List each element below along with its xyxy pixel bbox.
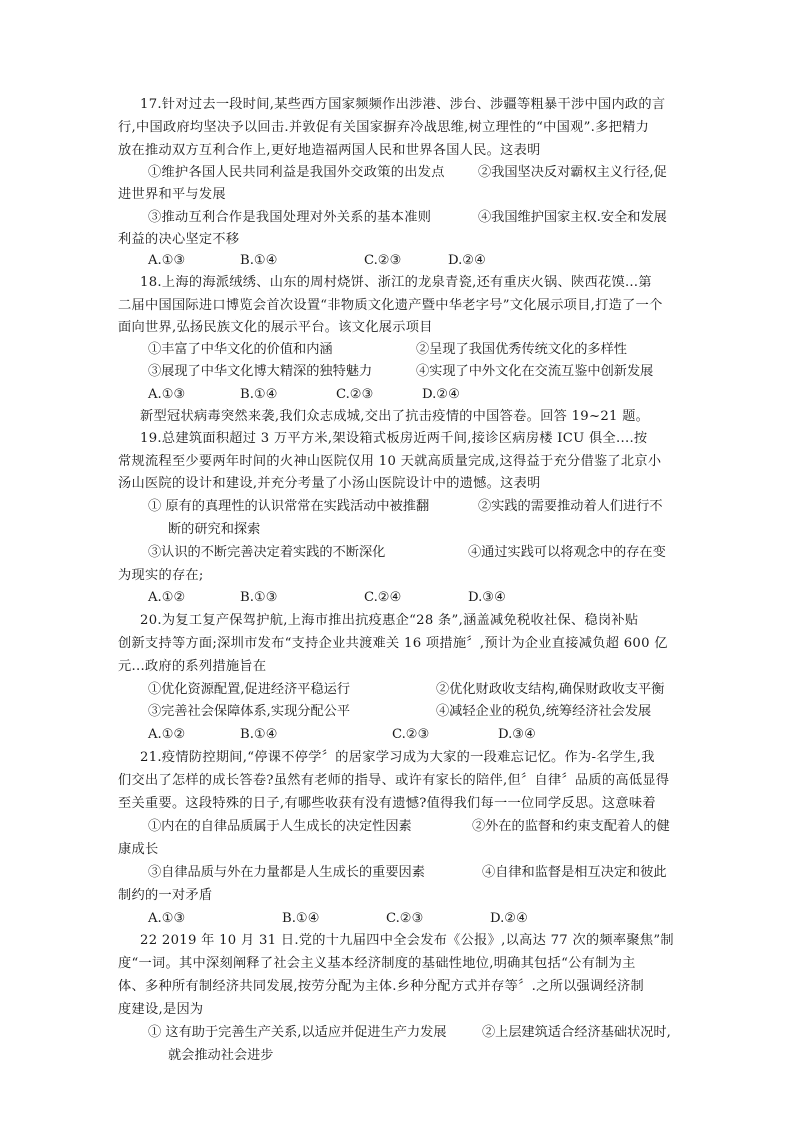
q18-option-1: ①丰富了中华文化的价值和内涵 (148, 342, 333, 357)
q21-choice-c: C.②③ (386, 911, 424, 926)
q22-stem-line: 22 2019 年 10 月 31 日.党的十九届四中全会发布《公报》,以高达 77 次的频率聚焦”制 (140, 933, 674, 948)
q22-stem-line: 度“一词。其中深刻阐释了社会主义基本经济制度的基础性地位,明确其包括“公有制为主 (118, 956, 636, 971)
q19-option-1: ① 原有的真理性的认识常常在实践活动中被推翻 (148, 499, 430, 514)
q19-choice-d: D.③④ (468, 590, 506, 605)
q21-stem-line: 21.疫情防控期间,“停课不停学〞的居家学习成为大家的一段难忘记忆。作为-名学生,我 (140, 750, 655, 765)
q18-option-2: ②呈现了我国优秀传统文化的多样性 (416, 342, 627, 357)
q20-option-1: ①优化资源配置,促进经济平稳运行 (148, 682, 351, 697)
q17-stem-line: 17.针对过去一段时间,某些西方国家频频作出涉港、涉台、涉疆等粗暴干涉中国内政的言 (140, 97, 666, 112)
q18-choice-a: A.①③ (148, 387, 186, 402)
q19-option-2-cont: 断的研究和探索 (168, 522, 261, 537)
q19-choice-a: A.①② (148, 590, 186, 605)
q21-option-4: ④自律和监督是相互决定和彼此 (482, 865, 667, 880)
q17-choice-a: A.①③ (148, 253, 186, 268)
q17-option-3: ③推动互利合作是我国处理对外关系的基本准则 (148, 210, 432, 225)
q21-choice-b: B.①④ (282, 911, 320, 926)
q17-option-1: ①维护各国人民共同利益是我国外交政策的出发点 (148, 165, 445, 180)
q18-option-3: ③展现了中华文化博大精深的独特魅力 (148, 364, 373, 379)
q19-option-4-cont: 为现实的存在; (118, 568, 204, 583)
q18-stem-line: 面向世界,弘扬民族文化的展示平台。该文化展示项目 (118, 320, 433, 335)
q19-stem-line: 汤山医院的设计和建设,并充分考量了小汤山医院设计中的遗憾。这表明 (118, 476, 541, 491)
q20-stem-line: 创新支持等方面;深圳市发布“支持企业共渡难关 16 项措施〞,预计为企业直接减负超 600 亿 (118, 636, 668, 651)
q22-stem-line: 度建设,是因为 (118, 1002, 204, 1017)
q20-choice-b: B.①④ (240, 727, 278, 742)
q22-option-2-cont: 就会推动社会进步 (168, 1048, 274, 1063)
q17-stem-line: 行,中国政府均坚决予以回击.并敦促有关国家摒弃冷战思维,树立理性的“中国观”.多把精力 (118, 120, 650, 135)
q20-choice-c: C.②③ (392, 727, 430, 742)
q19-choice-c: C.②④ (364, 590, 402, 605)
q17-option-2: ②我国坚决反对霸权主义行径,促 (478, 165, 667, 180)
q19-choice-b: B.①③ (240, 590, 278, 605)
q21-option-1: ①内在的自律品质属于人生成长的决定性因素 (148, 819, 412, 834)
q18-stem-line: 18.上海的海派绒绣、山东的周村烧饼、浙江的龙泉青瓷,还有重庆火锅、陕西花馍…第 (140, 275, 652, 290)
q21-choice-d: D.②④ (490, 911, 528, 926)
q20-option-4: ④减轻企业的税负,统筹经济社会发展 (436, 704, 652, 719)
q21-stem-line: 至关重要。这段特殊的日子,有哪些收获有没有遗憾?值得我们每一一位同学反思。这意味着 (118, 796, 656, 811)
section-intro: 新型冠状病毒突然来袭,我们众志成城,交出了抗击疫情的中国答卷。回答 19~21 题。 (140, 409, 650, 424)
q21-stem-line: 们交出了怎样的成长答卷?虽然有老师的指导、或许有家长的陪伴,但〞自律〞品质的高低显得 (118, 773, 670, 788)
q21-option-2: ②外在的监督和约束支配着人的健 (472, 819, 670, 834)
q17-option-4-cont: 利益的决心坚定不移 (118, 232, 240, 247)
q20-stem-line: 元...政府的系列措施旨在 (118, 659, 267, 674)
q19-option-2: ②实践的需要推动着人们进行不 (478, 499, 663, 514)
q20-stem-line: 20.为复工复产保驾护航,上海市推出抗疫惠企“28 条”,涵盖减免税收社保、稳岗补贴 (140, 613, 639, 628)
q18-choice-c: C.②③ (336, 387, 374, 402)
q22-stem-line: 体、多种所有制经济共同发展,按劳分配为主体.乡种分配方式并存等〞.之所以强调经济制 (118, 979, 644, 994)
q21-option-4-cont: 制约的一对矛盾 (118, 888, 213, 903)
q20-choice-d: D.③④ (498, 727, 536, 742)
q20-choice-a: A.①② (148, 727, 186, 742)
q19-stem-line: 19.总建筑面积超过 3 万平方米,架设箱式板房近两千间,接诊区病房楼 ICU 俱全....按 (140, 431, 648, 446)
q17-choice-d: D.②④ (448, 253, 486, 268)
q17-stem-line: 放在推动双方互利合作上,更好地造福两国人民和世界各国人民。这表明 (118, 143, 541, 158)
q19-option-3: ③认识的不断完善决定着实践的不断深化 (148, 545, 386, 560)
q21-option-3: ③自律品质与外在力量都是人生成长的重要因素 (148, 865, 425, 880)
q18-option-4: ④实现了中外文化在交流互鉴中创新发展 (416, 364, 654, 379)
q17-option-2-cont: 进世界和平与发展 (118, 187, 226, 202)
q17-choice-c: C.②③ (364, 253, 402, 268)
q19-stem-line: 常规流程至少要两年时间的火神山医院仅用 10 天就高质量完成,这得益于充分借鉴了北京小 (118, 454, 662, 469)
q17-option-4: ④我国维护国家主权.安全和发展 (478, 210, 667, 225)
q21-option-2-cont: 康成长 (118, 842, 159, 857)
q22-option-1: ① 这有助于完善生产关系,以适应并促进生产力发展 (148, 1025, 447, 1040)
q22-option-2: ②上层建筑适合经济基础状况时, (482, 1025, 671, 1040)
q20-option-2: ②优化财政收支结构,确保财政收支平衡 (436, 682, 665, 697)
q19-option-4: ④通过实践可以将观念中的存在变 (468, 545, 666, 560)
q18-choice-d: D.②④ (422, 387, 460, 402)
q18-stem-line: 二届中国国际进口博览会首次设置“非物质文化遗产暨中华老字号”文化展示项目,打造了一个 (118, 298, 663, 313)
q18-choice-b: B.①④ (240, 387, 278, 402)
q21-choice-a: A.①③ (148, 911, 186, 926)
q20-option-3: ③完善社会保障体系,实现分配公平 (148, 704, 351, 719)
q17-choice-b: B.①④ (240, 253, 278, 268)
